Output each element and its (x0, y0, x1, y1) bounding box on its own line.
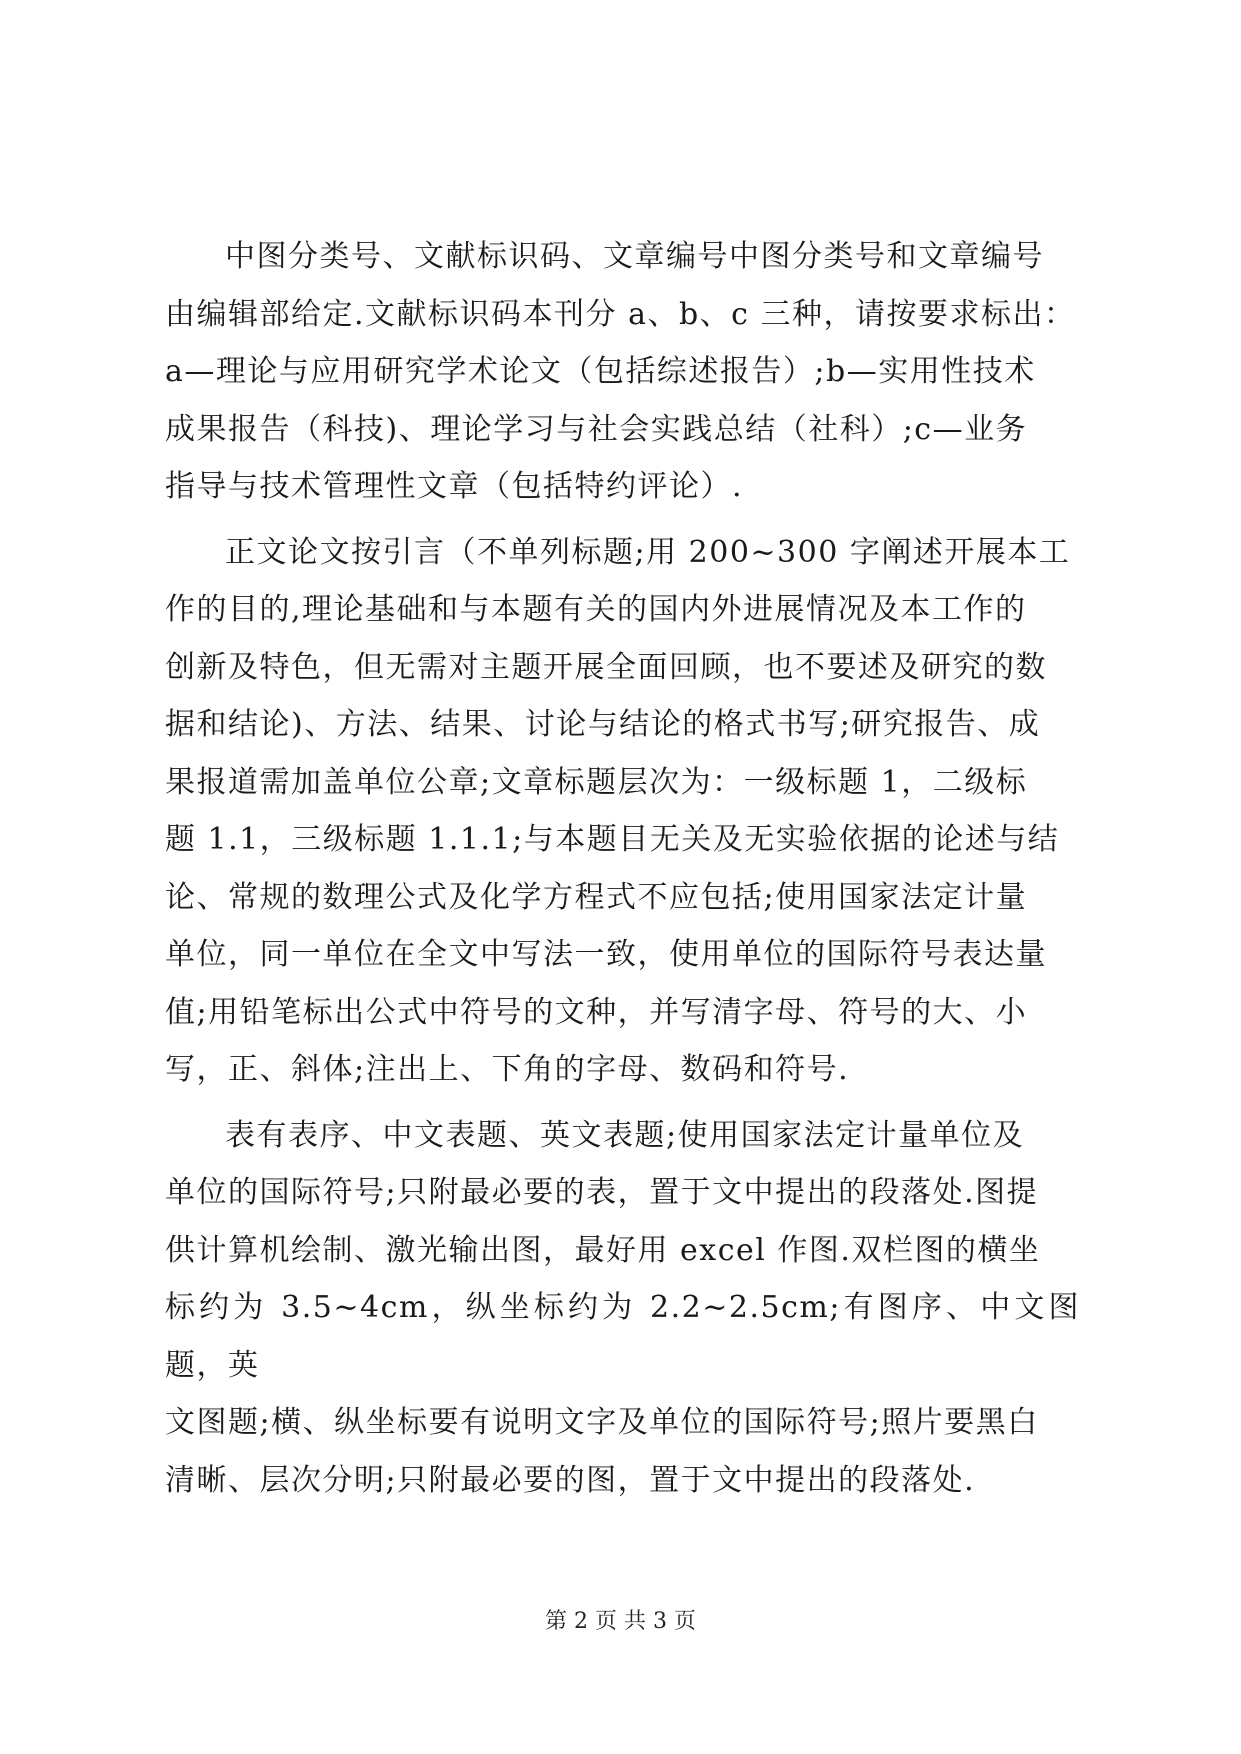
paragraph-body-format: 正文论文按引言（不单列标题;用 200~300 字阐述开展本工 作的目的,理论基础和与本题有关的国内外进展情况及本工作的 创新及特色，但无需对主题开展全面回顾，也不要述及研究的数 据和结论)、方法、结果、讨论与结论的格式书写;研究报告、成 果报道需加盖单位公章;文章标题层次为：一级标题 1，二级标 题 1.1，三级标题 1.1.1;与本题目无关及无实验依据的论述与结 论、常规的数理公式及化学方程式不应包括;使用国家法定计量 单位，同一单位在全文中写法一致，使用单位的国际符号表达量 值;用铅笔标出公式中符号的文种，并写清字母、符号的大、小 写，正、斜体;注出上、下角的字母、数码和符号. (165, 534, 1071, 1087)
page-number-footer: 第 2 页 共 3 页 (545, 1609, 696, 1634)
document-body (165, 228, 1080, 1509)
paragraph-classification-codes: 中图分类号、文献标识码、文章编号中图分类号和文章编号 由编辑部给定.文献标识码本刊分 a、b、c 三种，请按要求标出： a—理论与应用研究学术论文（包括综述报告）;b—实用性技术 成果报告（科技)、理论学习与社会实践总结（社科）;c—业务 指导与技术管理性文章（包括特约评论）. (165, 239, 1076, 504)
paragraph-tables-figures: 表有表序、中文表题、英文表题;使用国家法定计量单位及 单位的国际符号;只附最必要的表，置于文中提出的段落处.图提 供计算机绘制、激光输出图，最好用 excel 作图.双栏图的横坐 标约为 3.5~4cm，纵坐标约为 2.2~2.5cm;有图序、中文图题，英 文图题;横、纵坐标要有说明文字及单位的国际符号;照片要黑白 清晰、层次分明;只附最必要的图，置于文中提出的段落处. (165, 1117, 1080, 1498)
